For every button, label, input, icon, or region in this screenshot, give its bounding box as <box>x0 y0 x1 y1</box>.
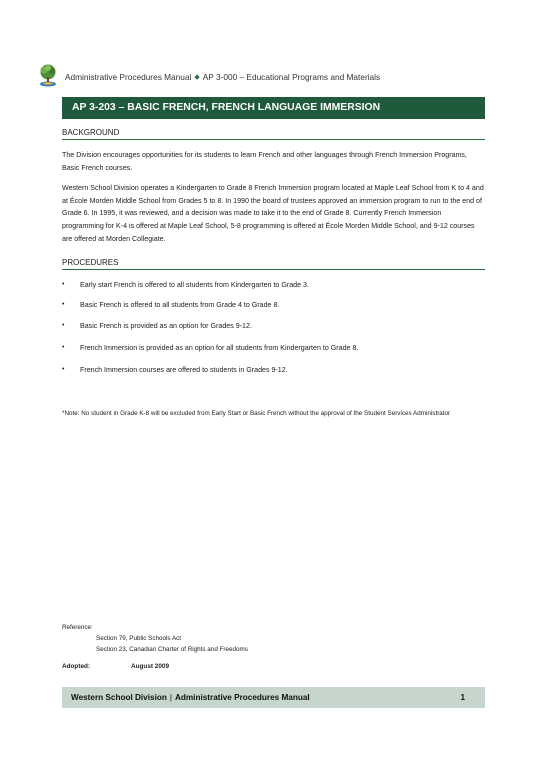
background-heading: BACKGROUND <box>62 128 485 140</box>
reference-label: Reference: <box>62 624 93 631</box>
page-footer <box>62 687 485 708</box>
bullet-icon: • <box>62 322 65 329</box>
procedures-heading: PROCEDURES <box>62 258 485 270</box>
adopted-label: Adopted: <box>62 663 91 670</box>
note: *Note: No student in Grade K-8 will be excluded from Early Start or Basic French without the approval of the Student Services Administrator <box>62 410 451 417</box>
bullet-icon: • <box>62 281 65 288</box>
page-title: AP 3-203 – BASIC FRENCH, FRENCH LANGUAGE IMMERSION <box>72 102 381 113</box>
page-header <box>38 64 488 88</box>
page-number: 1 <box>460 693 465 702</box>
footer-separator: | <box>169 693 172 702</box>
bullet-icon: • <box>62 344 65 351</box>
bullet-icon: • <box>62 366 65 373</box>
header-text <box>65 72 380 82</box>
footer-manual: Administrative Procedures Manual <box>174 693 310 702</box>
procedure-text: Early start French is offered to all students from Kindergarten to Grade 3. <box>80 281 309 289</box>
background-paragraph-1: The Division encourages opportunities for its students to learn French and other languages through French Immersion Programs, Basic French courses. <box>62 151 467 172</box>
procedure-text: French Immersion courses are offered to students in Grades 9-12. <box>80 366 288 374</box>
adopted-date: August 2009 <box>131 663 170 670</box>
header-reference: AP 3-000 – Educational Programs and Materials <box>202 72 381 82</box>
procedure-text: Basic French is offered to all students from Grade 4 to Grade 8. <box>80 301 280 309</box>
bullet-icon: • <box>62 301 65 308</box>
procedure-text: Basic French is provided as an option for Grades 9-12. <box>80 322 252 330</box>
header-manual: Administrative Procedures Manual <box>65 72 192 82</box>
footer-title <box>71 687 310 708</box>
title-bar <box>62 97 485 119</box>
footer-organization: Western School Division <box>71 693 167 702</box>
procedure-text: French Immersion is provided as an option for all students from Kindergarten to Grade 8. <box>80 344 359 352</box>
reference-line: Section 79, Public Schools Act <box>96 635 182 642</box>
reference-line: Section 23, Canadian Charter of Rights and Freedoms <box>96 646 248 653</box>
background-paragraph-2: Western School Division operates a Kindergarten to Grade 8 French Immersion program located at Maple Leaf School from K to 4 and at École Morden Middle School from Grades 5 to 8. In 1990 the board of trustees approved an immersion program to run to the end of Grade 6. In 1995, it was reviewed, and a decision was made to take it to the end of Grade 8. Currently French Immersion programming for K-4 is offered at Maple Leaf School, 5-8 programming is offered at École Morden Middle School, and 9-12 courses are offered at Morden Collegiate. <box>62 184 484 243</box>
diamond-icon: ◆ <box>194 74 200 81</box>
tree-logo-icon <box>38 64 58 88</box>
